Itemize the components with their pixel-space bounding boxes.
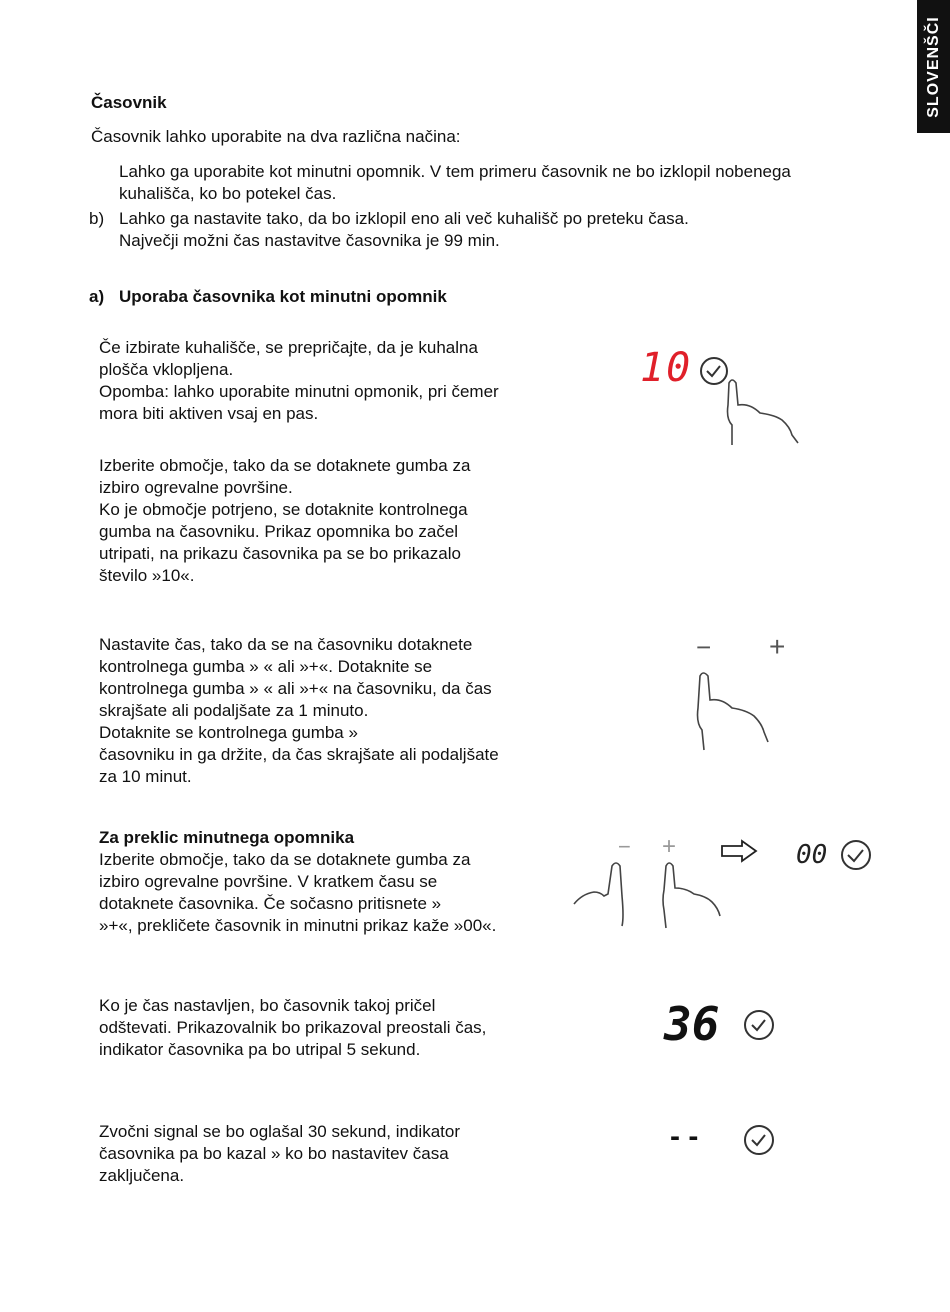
hand-pointer-icon	[690, 668, 770, 753]
timer-clock-icon	[742, 1008, 778, 1042]
timer-display: - -	[670, 1120, 699, 1153]
block-line: kontrolnega gumba » « ali »+«. Dotaknite se	[99, 657, 433, 676]
instruction-block	[99, 995, 559, 1061]
block-line: Opomba: lahko uporabite minutni opmonik, pri čemer	[99, 382, 499, 401]
block-line: Ko je območje potrjeno, se dotaknite kontrolnega	[99, 500, 468, 519]
block-title: Za preklic minutnega opomnika	[99, 828, 355, 847]
block-line: za 10 minut.	[99, 767, 192, 786]
block-line: časovnika pa bo kazal » ko bo nastavitev časa	[99, 1144, 449, 1163]
list-item-line: kuhališča, ko bo potekel čas.	[119, 184, 337, 203]
list-item-line: Največji možni čas nastavitve časovnika je 99 min.	[119, 231, 500, 250]
instruction-block	[99, 634, 559, 788]
list-item-line: Lahko ga uporabite kot minutni opomnik. V tem primeru časovnik ne bo izklopil nobenega	[119, 162, 791, 181]
language-tab-label: SLOVENŠČI	[924, 15, 942, 118]
block-line: plošča vklopljena.	[99, 360, 234, 379]
block-line: kontrolnega gumba » « ali »+« na časovniku, da čas	[99, 679, 492, 698]
block-line: gumba na časovniku. Prikaz opomnika bo začel	[99, 522, 459, 541]
block-line: Če izbirate kuhališče, se prepričajte, da je kuhalna	[99, 338, 478, 357]
block-line: mora biti aktiven vsaj en pas.	[99, 404, 319, 423]
language-tab	[917, 0, 950, 133]
timer-clock-icon	[838, 838, 878, 874]
section-title: Časovnik	[91, 93, 167, 112]
block-line: skrajšate ali podaljšate za 1 minuto.	[99, 701, 369, 720]
hand-pointer-icon	[660, 860, 725, 932]
instruction-block	[99, 337, 559, 425]
block-line: dotaknete časovnika. Če sočasno pritisnete »	[99, 894, 442, 913]
list-item-line: Lahko ga nastavite tako, da bo izklopil eno ali več kuhališč po preteku časa.	[119, 209, 689, 228]
block-line: izbiro ogrevalne površine. V kratkem času se	[99, 872, 438, 891]
list-item	[119, 161, 889, 205]
instruction-block	[99, 827, 559, 937]
subsection-title: Uporaba časovnika kot minutni opomnik	[119, 287, 447, 306]
intro-text: Časovnik lahko uporabite na dva različna načina:	[91, 127, 461, 146]
block-line: Izberite območje, tako da se dotaknete gumba za	[99, 850, 471, 869]
block-line: izbiro ogrevalne površine.	[99, 478, 293, 497]
instruction-block	[99, 1121, 559, 1187]
block-line: časovniku in ga držite, da čas skrajšate ali podaljšate	[99, 745, 499, 764]
timer-display: 36	[664, 997, 720, 1051]
hand-pointer-icon	[720, 375, 805, 447]
block-line: Nastavite čas, tako da se na časovniku dotaknete	[99, 635, 473, 654]
block-line: Dotaknite se kontrolnega gumba »	[99, 723, 358, 742]
arrow-right-icon	[720, 840, 760, 862]
plus-control: +	[769, 631, 786, 662]
minus-control: −	[618, 834, 631, 859]
block-line: Izberite območje, tako da se dotaknete gumba za	[99, 456, 471, 475]
block-line: število »10«.	[99, 566, 195, 585]
block-line: »+«, prekličete časovnik in minutni prikaz kaže »00«.	[99, 916, 497, 935]
block-line: utripati, na prikazu časovnika pa se bo prikazalo	[99, 544, 461, 563]
timer-display: 10	[640, 345, 693, 391]
block-line: indikator časovnika pa bo utripal 5 sekund.	[99, 1040, 421, 1059]
block-line: Ko je čas nastavljen, bo časovnik takoj pričel	[99, 996, 436, 1015]
subsection-label: a)	[89, 287, 105, 306]
instruction-block	[99, 455, 559, 587]
hand-pointer-icon	[572, 860, 642, 932]
list-item-label: b)	[89, 209, 105, 228]
list-item	[119, 208, 889, 252]
minus-control: −	[696, 632, 712, 662]
block-line: odštevati. Prikazovalnik bo prikazoval preostali čas,	[99, 1018, 487, 1037]
block-line: Zvočni signal se bo oglašal 30 sekund, indikator	[99, 1122, 460, 1141]
timer-clock-icon	[742, 1123, 778, 1157]
block-line: zaključena.	[99, 1166, 185, 1185]
timer-display: 00	[796, 840, 828, 870]
plus-control: +	[662, 833, 677, 860]
